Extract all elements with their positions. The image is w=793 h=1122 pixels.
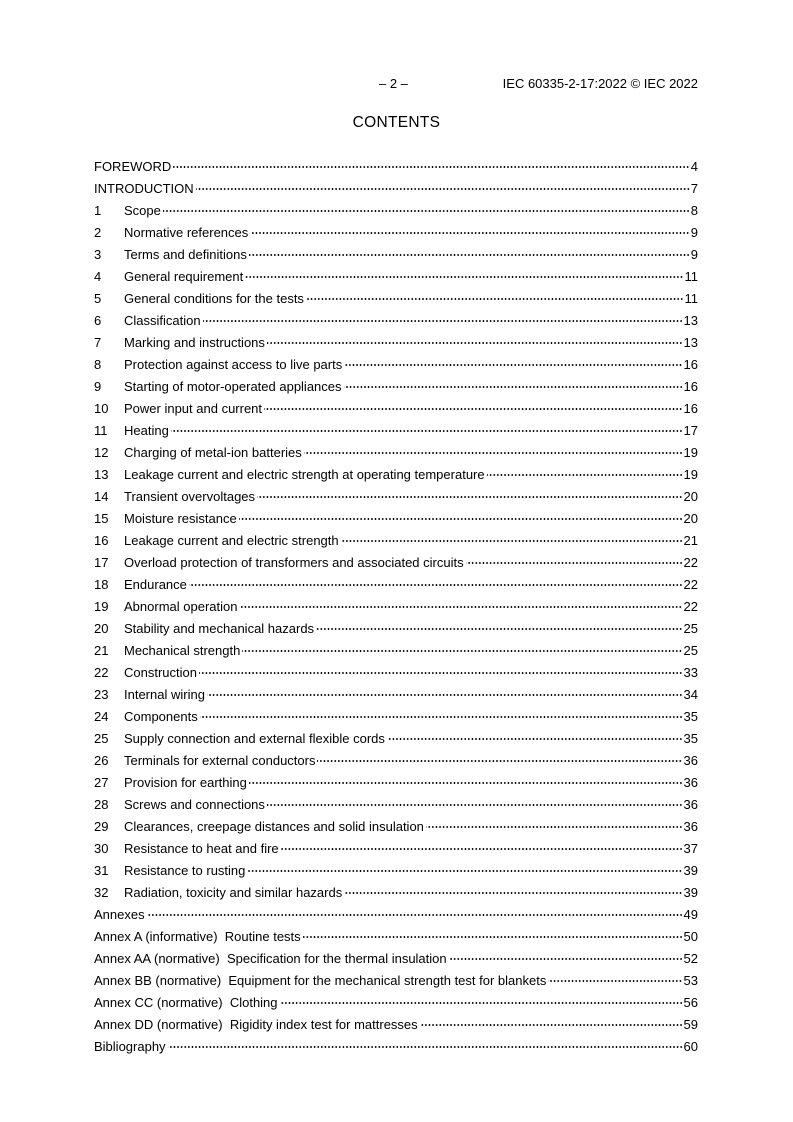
toc-dot-leader bbox=[203, 320, 683, 322]
toc-dot-leader bbox=[239, 518, 683, 520]
toc-entry-label: Clearances, creepage distances and solid insulation bbox=[124, 819, 424, 834]
toc-entry-page: 36 bbox=[683, 775, 698, 790]
page-header bbox=[94, 75, 698, 93]
toc-entry[interactable] bbox=[94, 201, 698, 223]
toc-entry[interactable] bbox=[94, 905, 698, 927]
toc-entry[interactable] bbox=[94, 443, 698, 465]
toc-entry-number: 17 bbox=[94, 555, 109, 570]
toc-entry-page: 9 bbox=[690, 225, 698, 240]
toc-entry-page: 8 bbox=[690, 203, 698, 218]
toc-entry-number: 4 bbox=[94, 269, 102, 284]
toc-dot-leader bbox=[280, 1002, 683, 1004]
toc-dot-leader bbox=[249, 782, 683, 784]
toc-dot-leader bbox=[303, 936, 683, 938]
toc-entry-number: 21 bbox=[94, 643, 109, 658]
toc-entry-label: Mechanical strength bbox=[124, 643, 241, 658]
toc-entry-number: 24 bbox=[94, 709, 109, 724]
toc-dot-leader bbox=[245, 276, 683, 278]
toc-entry-number: 28 bbox=[94, 797, 109, 812]
toc-dot-leader bbox=[171, 430, 683, 432]
toc-entry[interactable] bbox=[94, 509, 698, 531]
toc-entry[interactable] bbox=[94, 773, 698, 795]
toc-entry-label: Moisture resistance bbox=[124, 511, 237, 526]
toc-entry[interactable] bbox=[94, 707, 698, 729]
toc-entry-page: 34 bbox=[683, 687, 698, 702]
toc-entry-number: 8 bbox=[94, 357, 102, 372]
toc-entry-page: 36 bbox=[683, 797, 698, 812]
toc-dot-leader bbox=[257, 496, 683, 498]
toc-dot-leader bbox=[267, 804, 683, 806]
toc-entry-page: 16 bbox=[683, 401, 698, 416]
toc-entry-label: Bibliography bbox=[94, 1039, 166, 1054]
toc-entry-number: 5 bbox=[94, 291, 102, 306]
toc-dot-leader bbox=[341, 540, 683, 542]
toc-entry[interactable] bbox=[94, 179, 698, 201]
toc-entry[interactable] bbox=[94, 663, 698, 685]
contents-title: CONTENTS bbox=[352, 114, 441, 131]
toc-entry-label: Screws and connections bbox=[124, 797, 265, 812]
toc-entry-label: Scope bbox=[124, 203, 161, 218]
toc-entry-label: Annex BB (normative) Equipment for the mechanical strength test for blankets bbox=[94, 973, 547, 988]
toc-entry-page: 19 bbox=[683, 467, 698, 482]
toc-entry[interactable] bbox=[94, 487, 698, 509]
toc-entry[interactable] bbox=[94, 949, 698, 971]
toc-dot-leader bbox=[242, 650, 682, 652]
toc-dot-leader bbox=[199, 672, 683, 674]
toc-entry-page: 53 bbox=[683, 973, 698, 988]
toc-entry[interactable] bbox=[94, 927, 698, 949]
toc-entry-page: 35 bbox=[683, 731, 698, 746]
toc-entry-number: 2 bbox=[94, 225, 102, 240]
toc-dot-leader bbox=[387, 738, 683, 740]
toc-entry-label: Transient overvoltages bbox=[124, 489, 256, 504]
toc-entry-page: 20 bbox=[683, 489, 698, 504]
toc-entry[interactable] bbox=[94, 751, 698, 773]
toc-entry[interactable] bbox=[94, 1037, 698, 1059]
toc-entry[interactable] bbox=[94, 619, 698, 641]
toc-entry-label: Radiation, toxicity and similar hazards bbox=[124, 885, 343, 900]
toc-entry-label: Starting of motor-operated appliances bbox=[124, 379, 342, 394]
toc-entry-number: 25 bbox=[94, 731, 109, 746]
toc-entry-page: 25 bbox=[683, 621, 698, 636]
toc-entry-number: 1 bbox=[94, 203, 102, 218]
toc-entry-label: General requirement bbox=[124, 269, 244, 284]
toc-entry-page: 4 bbox=[690, 159, 698, 174]
toc-entry-page: 20 bbox=[683, 511, 698, 526]
toc-entry-label: Stability and mechanical hazards bbox=[124, 621, 315, 636]
toc-entry-number: 29 bbox=[94, 819, 109, 834]
toc-entry-page: 11 bbox=[684, 291, 698, 306]
toc-entry-label: Leakage current and electric strength bbox=[124, 533, 339, 548]
toc-dot-leader bbox=[426, 826, 683, 828]
toc-entry-number: 23 bbox=[94, 687, 109, 702]
toc-dot-leader bbox=[173, 166, 689, 168]
toc-entry-number: 9 bbox=[94, 379, 102, 394]
toc-dot-leader bbox=[249, 254, 690, 256]
toc-entry[interactable] bbox=[94, 553, 698, 575]
toc-entry-page: 22 bbox=[683, 577, 698, 592]
toc-dot-leader bbox=[316, 628, 682, 630]
toc-dot-leader bbox=[449, 958, 683, 960]
toc-entry[interactable] bbox=[94, 729, 698, 751]
toc-entry-page: 36 bbox=[683, 819, 698, 834]
toc-entry-number: 16 bbox=[94, 533, 109, 548]
toc-entry[interactable] bbox=[94, 245, 698, 267]
toc-entry-label: Abnormal operation bbox=[124, 599, 238, 614]
toc-entry[interactable] bbox=[94, 993, 698, 1015]
toc-entry-number: 26 bbox=[94, 753, 109, 768]
toc-entry-label: Endurance bbox=[124, 577, 187, 592]
toc-entry-label: Protection against access to live parts bbox=[124, 357, 343, 372]
toc-entry-label: General conditions for the tests bbox=[124, 291, 304, 306]
toc-entry-label: Classification bbox=[124, 313, 201, 328]
toc-entry-label: Marking and instructions bbox=[124, 335, 265, 350]
toc-entry-number: 14 bbox=[94, 489, 109, 504]
toc-entry-label: Leakage current and electric strength at operating temperature bbox=[124, 467, 485, 482]
toc-entry-number: 18 bbox=[94, 577, 109, 592]
toc-entry-label: Annex DD (normative) Rigidity index test for mattresses bbox=[94, 1017, 418, 1032]
toc-dot-leader bbox=[466, 562, 683, 564]
toc-entry-page: 49 bbox=[683, 907, 698, 922]
toc-dot-leader bbox=[267, 342, 683, 344]
toc-entry-number: 11 bbox=[94, 423, 108, 438]
toc-entry[interactable] bbox=[94, 289, 698, 311]
toc-entry-number: 12 bbox=[94, 445, 109, 460]
toc-dot-leader bbox=[196, 188, 690, 190]
toc-entry[interactable] bbox=[94, 223, 698, 245]
toc-entry-page: 52 bbox=[683, 951, 698, 966]
toc-dot-leader bbox=[344, 364, 682, 366]
toc-entry[interactable] bbox=[94, 883, 698, 905]
toc-entry-label: Annexes bbox=[94, 907, 145, 922]
toc-entry-page: 59 bbox=[683, 1017, 698, 1032]
toc-entry-page: 33 bbox=[683, 665, 698, 680]
toc-entry[interactable] bbox=[94, 839, 698, 861]
toc-entry-page: 16 bbox=[683, 357, 698, 372]
toc-entry[interactable] bbox=[94, 267, 698, 289]
toc-entry[interactable] bbox=[94, 465, 698, 487]
toc-entry-page: 35 bbox=[683, 709, 698, 724]
toc-entry-label: FOREWORD bbox=[94, 159, 172, 174]
toc-entry-page: 21 bbox=[683, 533, 698, 548]
toc-entry-number: 19 bbox=[94, 599, 109, 614]
toc-entry-label: Annex AA (normative) Specification for the thermal insulation bbox=[94, 951, 447, 966]
toc-entry-label: Normative references bbox=[124, 225, 249, 240]
toc-dot-leader bbox=[239, 606, 682, 608]
toc-entry-page: 11 bbox=[684, 269, 698, 284]
toc-entry-page: 36 bbox=[683, 753, 698, 768]
toc-entry-label: Terms and definitions bbox=[124, 247, 247, 262]
toc-entry-label: INTRODUCTION bbox=[94, 181, 194, 196]
toc-entry-page: 17 bbox=[683, 423, 698, 438]
toc-dot-leader bbox=[344, 892, 682, 894]
toc-entry-label: Provision for earthing bbox=[124, 775, 247, 790]
toc-entry-page: 9 bbox=[690, 247, 698, 262]
toc-entry-page: 22 bbox=[683, 555, 698, 570]
toc-entry-page: 13 bbox=[683, 335, 698, 350]
toc-entry[interactable] bbox=[94, 355, 698, 377]
toc-entry-page: 22 bbox=[683, 599, 698, 614]
toc-entry-label: Supply connection and external flexible cords bbox=[124, 731, 385, 746]
toc-entry[interactable] bbox=[94, 795, 698, 817]
toc-dot-leader bbox=[281, 848, 683, 850]
toc-entry-number: 7 bbox=[94, 335, 102, 350]
toc-entry-number: 27 bbox=[94, 775, 109, 790]
toc-entry-page: 39 bbox=[683, 885, 698, 900]
toc-entry[interactable] bbox=[94, 1015, 698, 1037]
toc-entry-label: Overload protection of transformers and associated circuits bbox=[124, 555, 464, 570]
toc-entry-page: 56 bbox=[683, 995, 698, 1010]
toc-dot-leader bbox=[168, 1046, 683, 1048]
page-number: – 2 – bbox=[379, 76, 408, 91]
toc-entry-page: 7 bbox=[690, 181, 698, 196]
toc-entry-number: 20 bbox=[94, 621, 109, 636]
document-reference: IEC 60335-2-17:2022 © IEC 2022 bbox=[502, 76, 698, 91]
toc-entry-label: Internal wiring bbox=[124, 687, 205, 702]
toc-dot-leader bbox=[317, 760, 682, 762]
toc-entry-number: 13 bbox=[94, 467, 109, 482]
toc-entry-label: Annex A (informative) Routine tests bbox=[94, 929, 301, 944]
toc-entry-page: 13 bbox=[683, 313, 698, 328]
toc-entry-number: 32 bbox=[94, 885, 109, 900]
toc-entry-number: 30 bbox=[94, 841, 109, 856]
toc-entry-label: Resistance to heat and fire bbox=[124, 841, 279, 856]
toc-entry[interactable] bbox=[94, 817, 698, 839]
toc-entry[interactable] bbox=[94, 531, 698, 553]
toc-entry-number: 6 bbox=[94, 313, 102, 328]
toc-entry-number: 22 bbox=[94, 665, 109, 680]
toc-entry-page: 37 bbox=[683, 841, 698, 856]
toc-entry-page: 16 bbox=[683, 379, 698, 394]
toc-dot-leader bbox=[250, 232, 689, 234]
toc-entry[interactable] bbox=[94, 685, 698, 707]
toc-dot-leader bbox=[304, 452, 683, 454]
toc-entry-number: 15 bbox=[94, 511, 109, 526]
toc-entry-number: 31 bbox=[94, 863, 109, 878]
toc-entry[interactable] bbox=[94, 575, 698, 597]
toc-entry-number: 10 bbox=[94, 401, 109, 416]
toc-entry[interactable] bbox=[94, 399, 698, 421]
toc-entry-page: 50 bbox=[683, 929, 698, 944]
toc-entry-label: Terminals for external conductors bbox=[124, 753, 316, 768]
toc-entry[interactable] bbox=[94, 861, 698, 883]
toc-dot-leader bbox=[264, 408, 683, 410]
toc-entry-number: 3 bbox=[94, 247, 102, 262]
toc-entry[interactable] bbox=[94, 971, 698, 993]
toc-dot-leader bbox=[420, 1024, 683, 1026]
toc-entry-page: 19 bbox=[683, 445, 698, 460]
toc-dot-leader bbox=[189, 584, 683, 586]
toc-dot-leader bbox=[200, 716, 683, 718]
toc-entry-page: 25 bbox=[683, 643, 698, 658]
toc-dot-leader bbox=[147, 914, 683, 916]
toc-dot-leader bbox=[548, 980, 682, 982]
toc-entry-label: Components bbox=[124, 709, 198, 724]
toc-entry[interactable] bbox=[94, 333, 698, 355]
toc-dot-leader bbox=[487, 474, 683, 476]
toc-entry-label: Resistance to rusting bbox=[124, 863, 246, 878]
toc-entry-label: Heating bbox=[124, 423, 169, 438]
toc-dot-leader bbox=[247, 870, 682, 872]
toc-entry[interactable] bbox=[94, 421, 698, 443]
toc-dot-leader bbox=[306, 298, 684, 300]
toc-dot-leader bbox=[163, 210, 690, 212]
toc-entry-page: 60 bbox=[683, 1039, 698, 1054]
toc-entry-label: Annex CC (normative) Clothing bbox=[94, 995, 278, 1010]
toc-entry-page: 39 bbox=[683, 863, 698, 878]
toc-dot-leader bbox=[344, 386, 683, 388]
toc-dot-leader bbox=[207, 694, 683, 696]
toc-entry-label: Power input and current bbox=[124, 401, 263, 416]
toc-entry[interactable] bbox=[94, 641, 698, 663]
toc-entry[interactable] bbox=[94, 311, 698, 333]
toc-entry[interactable] bbox=[94, 157, 698, 179]
table-of-contents bbox=[94, 157, 698, 1059]
toc-entry[interactable] bbox=[94, 597, 698, 619]
toc-entry-label: Charging of metal-ion batteries bbox=[124, 445, 302, 460]
toc-entry[interactable] bbox=[94, 377, 698, 399]
toc-entry-label: Construction bbox=[124, 665, 197, 680]
